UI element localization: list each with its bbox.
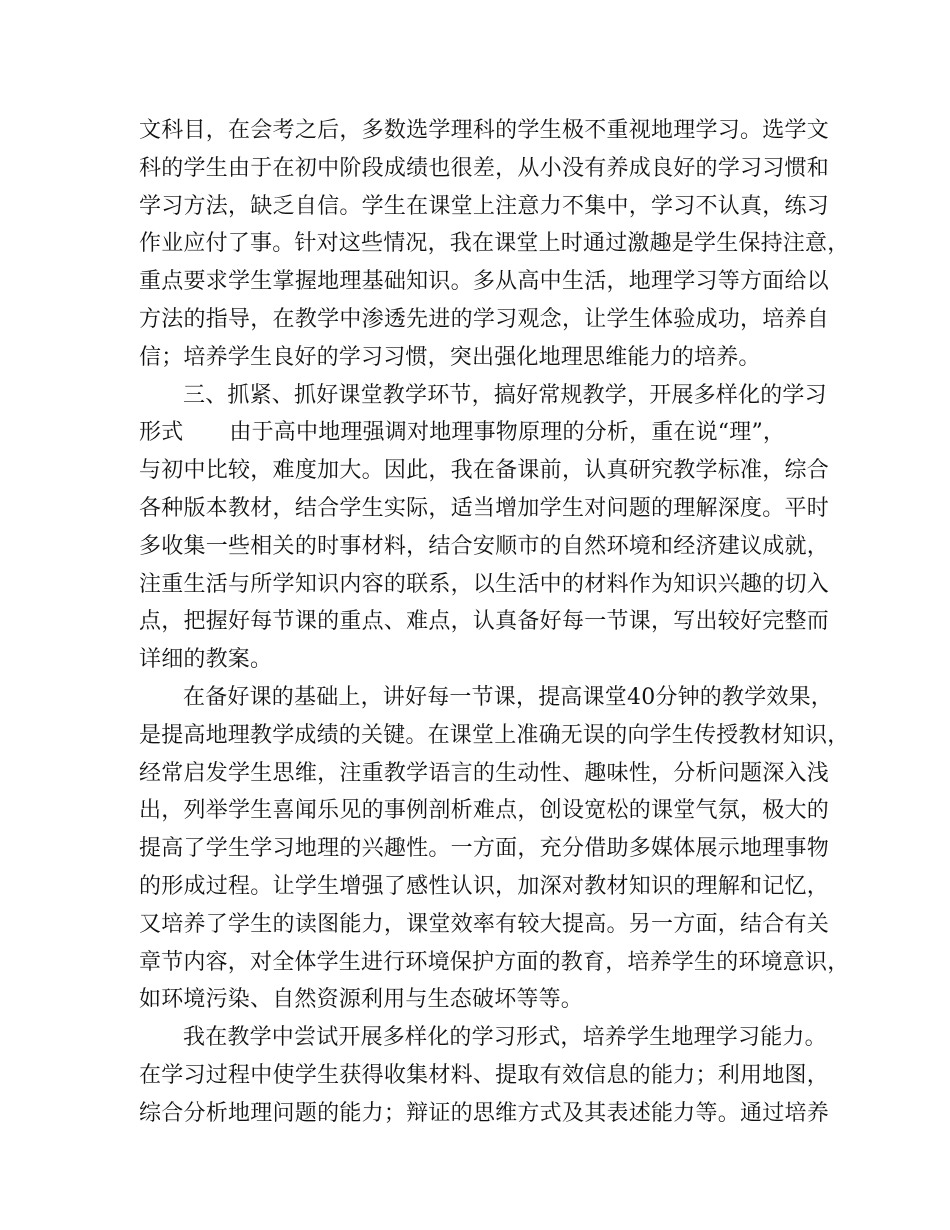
text-line: 多收集一些相关的时事材料，结合安顺市的自然环境和经济建议成就， xyxy=(139,533,829,559)
paragraph-4 xyxy=(139,1019,829,1132)
section-heading: 三、抓紧、抓好课堂教学环节，搞好常规教学，开展多样化的学习 xyxy=(183,382,827,408)
text-line: 出，列举学生喜闻乐见的事例剖析难点，创设宽松的课堂气氛，极大的 xyxy=(139,798,829,824)
paragraph-3 xyxy=(139,679,850,1019)
text-line: 科的学生由于在初中阶段成绩也很差，从小没有养成良好的学习习惯和 xyxy=(139,155,829,181)
text-line: 与初中比较，难度加大。因此，我在备课前，认真研究教学标准，综合 xyxy=(139,458,829,484)
text-line: 综合分析地理问题的能力；辩证的思维方式及其表述能力等。通过培养 xyxy=(139,1100,829,1126)
text-line xyxy=(139,414,829,452)
text-fragment: 由于高中地理强调对地理事物原理的分析，重在说“理”， xyxy=(229,420,786,446)
text-line: 各种版本教材，结合学生实际，适当增加学生对问题的理解深度。平时 xyxy=(139,495,829,521)
text-line: 的形成过程。让学生增强了感性认识，加深对教材知识的理解和记忆， xyxy=(139,873,829,899)
text-line: 方法的指导，在教学中渗透先进的学习观念，让学生体验成功，培养自 xyxy=(139,306,829,332)
text-line: 章节内容，对全体学生进行环境保护方面的教育，培养学生的环境意识， xyxy=(139,949,850,975)
text-line: 重点要求学生掌握地理基础知识。多从高中生活，地理学习等方面给以 xyxy=(139,269,829,295)
text-line: 在备好课的基础上，讲好每一节课，提高课堂40分钟的教学效果， xyxy=(183,684,833,710)
document-body xyxy=(139,112,850,1133)
text-line: 在学习过程中使学生获得收集材料、提取有效信息的能力；利用地图， xyxy=(139,1062,829,1088)
text-line: 又培养了学生的读图能力，课堂效率有较大提高。另一方面，结合有关 xyxy=(139,911,829,937)
text-line: 如环境污染、自然资源利用与生态破坏等等。 xyxy=(139,987,584,1013)
text-line: 注重生活与所学知识内容的联系，以生活中的材料作为知识兴趣的切入 xyxy=(139,571,829,597)
text-line: 信；培养学生良好的学习习惯，突出强化地理思维能力的培养。 xyxy=(139,344,761,370)
text-line: 提高了学生学习地理的兴趣性。一方面，充分借助多媒体展示地理事物 xyxy=(139,836,829,862)
text-line: 经常启发学生思维，注重教学语言的生动性、趣味性，分析问题深入浅 xyxy=(139,760,829,786)
text-line: 文科目，在会考之后，多数选学理科的学生极不重视地理学习。选学文 xyxy=(139,118,829,143)
section-heading-tail: 形式 xyxy=(139,420,184,446)
text-line: 学习方法，缺乏自信。学生在课堂上注意力不集中，学习不认真，练习 xyxy=(139,193,829,219)
text-line: 是提高地理教学成绩的关键。在课堂上准确无误的向学生传授教材知识， xyxy=(139,722,850,748)
text-line: 点，把握好每节课的重点、难点，认真备好每一节课，写出较好完整而 xyxy=(139,609,829,635)
text-line: 作业应付了事。针对这些情况，我在课堂上时通过激趣是学生保持注意， xyxy=(139,231,850,257)
text-line: 我在教学中尝试开展多样化的学习形式，培养学生地理学习能力。 xyxy=(183,1025,827,1051)
paragraph-2 xyxy=(139,377,829,679)
text-line: 详细的教案。 xyxy=(139,647,273,673)
paragraph-1 xyxy=(139,112,850,377)
